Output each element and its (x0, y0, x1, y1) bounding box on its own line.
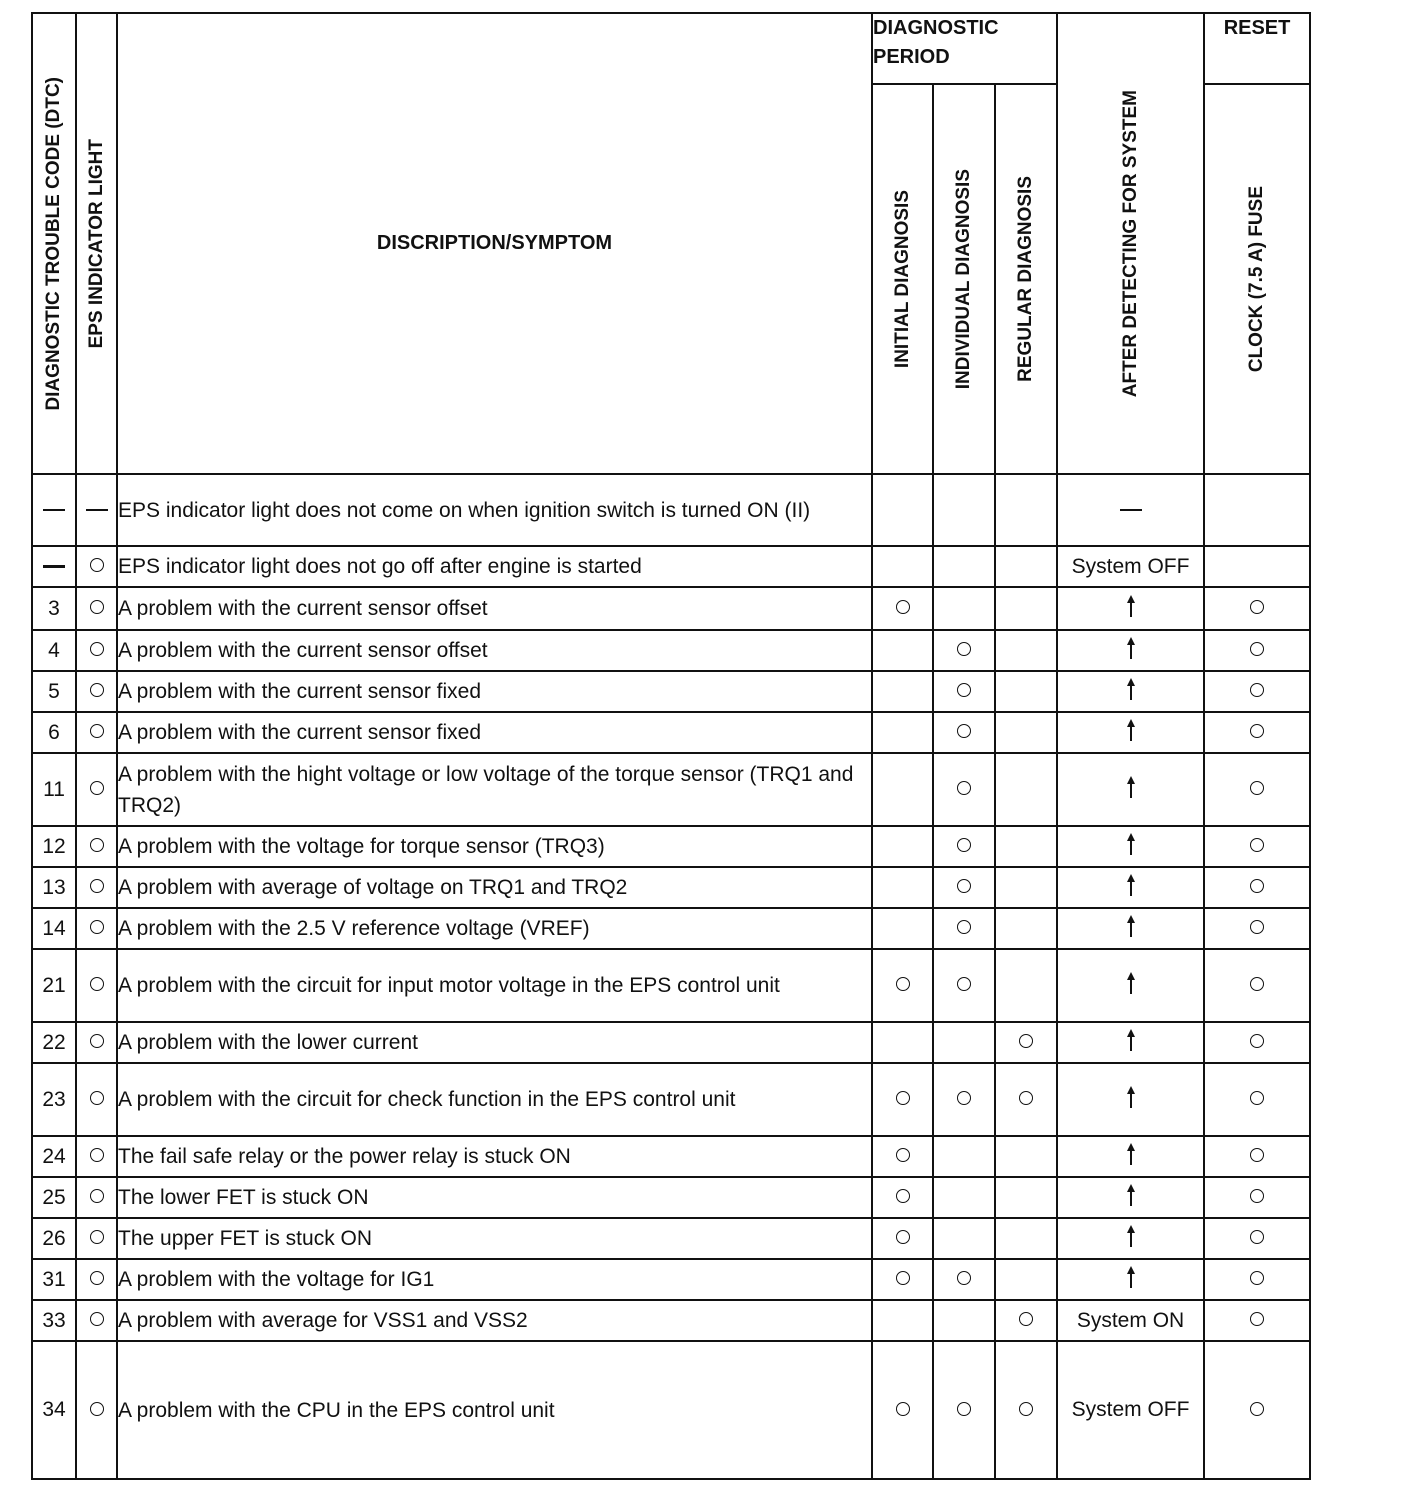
clock-fuse-cell (1204, 1022, 1310, 1063)
clock-fuse-cell (1204, 1063, 1310, 1136)
circle-mark-icon (896, 600, 910, 614)
initial-diagnosis-cell (872, 753, 933, 826)
circle-mark-icon (1250, 683, 1264, 697)
circle-mark-icon (90, 600, 104, 614)
up-arrow-icon (1127, 719, 1135, 741)
circle-mark-icon (1250, 1312, 1264, 1326)
table-row (32, 587, 1310, 630)
clock-fuse-cell (1204, 1177, 1310, 1218)
circle-mark-icon (1019, 1091, 1033, 1105)
description-cell: A problem with the lower current (117, 1022, 872, 1063)
circle-mark-icon (90, 642, 104, 656)
initial-diagnosis-cell (872, 546, 933, 587)
circle-mark-icon (1250, 1402, 1264, 1416)
circle-mark-icon (957, 1091, 971, 1105)
dtc-code-cell: 31 (32, 1259, 76, 1300)
clock-fuse-cell (1204, 753, 1310, 826)
initial-diagnosis-cell (872, 949, 933, 1022)
dash-mark (86, 509, 108, 511)
dash-mark (1120, 509, 1142, 511)
initial-diagnosis-cell (872, 474, 933, 546)
after-detecting-cell (1057, 949, 1204, 1022)
individual-diagnosis-cell (933, 1259, 995, 1300)
circle-mark-icon (1019, 1402, 1033, 1416)
circle-mark-icon (1019, 1312, 1033, 1326)
circle-mark-icon (957, 920, 971, 934)
description-cell: The fail safe relay or the power relay is stuck ON (117, 1136, 872, 1177)
after-detecting-cell (1057, 546, 1204, 587)
dtc-code-cell: 13 (32, 867, 76, 908)
circle-mark-icon (90, 558, 104, 572)
circle-mark-icon (90, 1271, 104, 1285)
initial-diagnosis-cell (872, 1063, 933, 1136)
individual-diagnosis-header: INDIVIDUAL DIAGNOSIS (933, 84, 995, 474)
eps-light-cell (76, 1300, 117, 1341)
circle-mark-icon (957, 1271, 971, 1285)
initial-diagnosis-cell (872, 1022, 933, 1063)
dtc-code-cell: 6 (32, 712, 76, 753)
individual-diagnosis-cell (933, 671, 995, 712)
eps-light-cell (76, 826, 117, 867)
clock-fuse-cell (1204, 1341, 1310, 1479)
table-row (32, 474, 1310, 546)
eps-light-cell (76, 671, 117, 712)
up-arrow-icon (1127, 915, 1135, 937)
individual-diagnosis-cell (933, 1022, 995, 1063)
dtc-code-cell: 4 (32, 630, 76, 671)
regular-diagnosis-header: REGULAR DIAGNOSIS (995, 84, 1057, 474)
after-detecting-cell (1057, 1136, 1204, 1177)
dtc-code-cell: 33 (32, 1300, 76, 1341)
description-cell: A problem with average of voltage on TRQ1 and TRQ2 (117, 867, 872, 908)
up-arrow-icon (1127, 1266, 1135, 1288)
dtc-code-cell: 22 (32, 1022, 76, 1063)
up-arrow-icon (1127, 874, 1135, 896)
circle-mark-icon (1250, 838, 1264, 852)
circle-mark-icon (90, 781, 104, 795)
regular-diagnosis-cell (995, 1300, 1057, 1341)
dtc-code-cell: 5 (32, 671, 76, 712)
circle-mark-icon (896, 1271, 910, 1285)
circle-mark-icon (896, 977, 910, 991)
circle-mark-icon (1250, 1091, 1264, 1105)
dtc-table (31, 12, 1311, 1480)
circle-mark-icon (90, 724, 104, 738)
table-row (32, 630, 1310, 671)
up-arrow-icon (1127, 678, 1135, 700)
dtc-code-cell (32, 474, 76, 546)
diagnostic-period-header: DIAGNOSTIC PERIOD (872, 13, 1057, 84)
individual-diagnosis-cell (933, 546, 995, 587)
circle-mark-icon (90, 838, 104, 852)
circle-mark-icon (896, 1189, 910, 1203)
after-detecting-cell (1057, 1300, 1204, 1341)
circle-mark-icon (90, 977, 104, 991)
eps-light-cell (76, 712, 117, 753)
dtc-code-cell: 21 (32, 949, 76, 1022)
regular-diagnosis-cell (995, 753, 1057, 826)
circle-mark-icon (1019, 1034, 1033, 1048)
clock-fuse-cell (1204, 1259, 1310, 1300)
description-cell: A problem with the circuit for check function in the EPS control unit (117, 1063, 872, 1136)
initial-diagnosis-cell (872, 1341, 933, 1479)
initial-diagnosis-header: INITIAL DIAGNOSIS (872, 84, 933, 474)
clock-fuse-cell (1204, 1300, 1310, 1341)
dtc-code-cell: 14 (32, 908, 76, 949)
circle-mark-icon (1250, 1271, 1264, 1285)
dtc-code-cell: 3 (32, 587, 76, 630)
circle-mark-icon (957, 724, 971, 738)
regular-diagnosis-cell (995, 1259, 1057, 1300)
table-row (32, 949, 1310, 1022)
initial-diagnosis-cell (872, 1300, 933, 1341)
individual-diagnosis-cell (933, 1136, 995, 1177)
initial-diagnosis-cell (872, 671, 933, 712)
dtc-code-cell: 25 (32, 1177, 76, 1218)
regular-diagnosis-cell (995, 474, 1057, 546)
up-arrow-icon (1127, 1184, 1135, 1206)
individual-diagnosis-cell (933, 867, 995, 908)
table-row (32, 1063, 1310, 1136)
clock-fuse-cell (1204, 712, 1310, 753)
dash-mark (43, 565, 65, 568)
up-arrow-icon (1127, 595, 1135, 617)
eps-light-cell (76, 867, 117, 908)
after-detecting-cell (1057, 630, 1204, 671)
dtc-code-cell: 23 (32, 1063, 76, 1136)
after-detecting-cell (1057, 1218, 1204, 1259)
circle-mark-icon (90, 1091, 104, 1105)
after-detecting-cell (1057, 826, 1204, 867)
clock-fuse-cell (1204, 1136, 1310, 1177)
dtc-column-header: DIAGNOSTIC TROUBLE CODE (DTC) (32, 13, 76, 474)
individual-diagnosis-cell (933, 753, 995, 826)
dash-mark (43, 509, 65, 511)
circle-mark-icon (90, 879, 104, 893)
table-row (32, 753, 1310, 826)
individual-diagnosis-cell (933, 1341, 995, 1479)
initial-diagnosis-cell (872, 867, 933, 908)
circle-mark-icon (957, 977, 971, 991)
description-cell: A problem with the current sensor offset (117, 630, 872, 671)
circle-mark-icon (1250, 781, 1264, 795)
individual-diagnosis-cell (933, 908, 995, 949)
description-cell: A problem with the 2.5 V reference voltage (VREF) (117, 908, 872, 949)
circle-mark-icon (1250, 1034, 1264, 1048)
individual-diagnosis-cell (933, 1300, 995, 1341)
table-row (32, 712, 1310, 753)
regular-diagnosis-cell (995, 712, 1057, 753)
table-row (32, 671, 1310, 712)
circle-mark-icon (1250, 600, 1264, 614)
clock-fuse-cell (1204, 1218, 1310, 1259)
circle-mark-icon (957, 879, 971, 893)
circle-mark-icon (957, 642, 971, 656)
clock-fuse-cell (1204, 826, 1310, 867)
after-detecting-cell (1057, 1177, 1204, 1218)
eps-light-cell (76, 908, 117, 949)
regular-diagnosis-cell (995, 546, 1057, 587)
eps-light-cell (76, 630, 117, 671)
up-arrow-icon (1127, 1029, 1135, 1051)
individual-diagnosis-cell (933, 1218, 995, 1259)
description-cell: A problem with the voltage for torque sensor (TRQ3) (117, 826, 872, 867)
circle-mark-icon (896, 1402, 910, 1416)
after-detecting-cell (1057, 753, 1204, 826)
individual-diagnosis-cell (933, 949, 995, 1022)
eps-light-cell (76, 1177, 117, 1218)
regular-diagnosis-cell (995, 630, 1057, 671)
initial-diagnosis-cell (872, 826, 933, 867)
individual-diagnosis-cell (933, 712, 995, 753)
circle-mark-icon (957, 781, 971, 795)
circle-mark-icon (1250, 920, 1264, 934)
individual-diagnosis-cell (933, 826, 995, 867)
individual-diagnosis-cell (933, 1177, 995, 1218)
table-row (32, 1136, 1310, 1177)
description-cell: The upper FET is stuck ON (117, 1218, 872, 1259)
table-row (32, 1022, 1310, 1063)
description-cell: A problem with the current sensor offset (117, 587, 872, 630)
regular-diagnosis-cell (995, 826, 1057, 867)
circle-mark-icon (90, 1312, 104, 1326)
table-row (32, 1300, 1310, 1341)
clock-fuse-cell (1204, 546, 1310, 587)
table-row (32, 1341, 1310, 1479)
eps-light-cell (76, 1218, 117, 1259)
regular-diagnosis-cell (995, 671, 1057, 712)
clock-fuse-cell (1204, 587, 1310, 630)
circle-mark-icon (1250, 1148, 1264, 1162)
up-arrow-icon (1127, 1225, 1135, 1247)
circle-mark-icon (896, 1091, 910, 1105)
eps-light-cell (76, 587, 117, 630)
eps-light-cell (76, 474, 117, 546)
circle-mark-icon (90, 683, 104, 697)
table-row (32, 867, 1310, 908)
eps-light-cell (76, 1259, 117, 1300)
individual-diagnosis-cell (933, 630, 995, 671)
description-cell: The lower FET is stuck ON (117, 1177, 872, 1218)
regular-diagnosis-cell (995, 1136, 1057, 1177)
regular-diagnosis-cell (995, 1177, 1057, 1218)
table-row (32, 1259, 1310, 1300)
description-cell: A problem with the voltage for IG1 (117, 1259, 872, 1300)
initial-diagnosis-cell (872, 712, 933, 753)
cell-text: System ON (1076, 1308, 1185, 1332)
table-row (32, 546, 1310, 587)
eps-light-cell (76, 1063, 117, 1136)
regular-diagnosis-cell (995, 908, 1057, 949)
description-cell: EPS indicator light does not come on when ignition switch is turned ON (II) (117, 474, 872, 546)
circle-mark-icon (90, 1034, 104, 1048)
dtc-table-body (32, 474, 1310, 1479)
dtc-code-cell: 24 (32, 1136, 76, 1177)
after-detecting-cell (1057, 474, 1204, 546)
description-column-header: DISCRIPTION/SYMPTOM (117, 13, 872, 474)
circle-mark-icon (90, 1189, 104, 1203)
after-detecting-cell (1057, 1022, 1204, 1063)
clock-fuse-cell (1204, 671, 1310, 712)
up-arrow-icon (1127, 833, 1135, 855)
clock-fuse-header: CLOCK (7.5 A) FUSE (1204, 84, 1310, 474)
regular-diagnosis-cell (995, 867, 1057, 908)
table-row (32, 1218, 1310, 1259)
clock-fuse-cell (1204, 949, 1310, 1022)
dtc-code-cell (32, 546, 76, 587)
after-detecting-cell (1057, 1259, 1204, 1300)
clock-fuse-cell (1204, 630, 1310, 671)
dtc-code-cell: 26 (32, 1218, 76, 1259)
circle-mark-icon (1250, 642, 1264, 656)
eps-light-cell (76, 753, 117, 826)
description-cell: A problem with the CPU in the EPS control unit (117, 1341, 872, 1479)
circle-mark-icon (957, 1402, 971, 1416)
circle-mark-icon (957, 838, 971, 852)
initial-diagnosis-cell (872, 1136, 933, 1177)
initial-diagnosis-cell (872, 587, 933, 630)
dtc-code-cell: 11 (32, 753, 76, 826)
regular-diagnosis-cell (995, 1022, 1057, 1063)
individual-diagnosis-cell (933, 587, 995, 630)
up-arrow-icon (1127, 972, 1135, 994)
circle-mark-icon (896, 1148, 910, 1162)
circle-mark-icon (90, 920, 104, 934)
up-arrow-icon (1127, 1086, 1135, 1108)
after-detecting-cell (1057, 671, 1204, 712)
after-detecting-cell (1057, 867, 1204, 908)
regular-diagnosis-cell (995, 949, 1057, 1022)
table-row (32, 826, 1310, 867)
cell-text: System OFF (1071, 554, 1190, 578)
clock-fuse-cell (1204, 474, 1310, 546)
after-detecting-cell (1057, 712, 1204, 753)
circle-mark-icon (1250, 879, 1264, 893)
circle-mark-icon (1250, 977, 1264, 991)
eps-light-cell (76, 1022, 117, 1063)
circle-mark-icon (90, 1402, 104, 1416)
eps-light-cell (76, 949, 117, 1022)
up-arrow-icon (1127, 776, 1135, 798)
circle-mark-icon (957, 683, 971, 697)
initial-diagnosis-cell (872, 1177, 933, 1218)
table-row (32, 908, 1310, 949)
regular-diagnosis-cell (995, 1218, 1057, 1259)
description-cell: A problem with the circuit for input motor voltage in the EPS control unit (117, 949, 872, 1022)
description-cell: A problem with the current sensor fixed (117, 671, 872, 712)
up-arrow-icon (1127, 637, 1135, 659)
circle-mark-icon (90, 1148, 104, 1162)
description-cell: EPS indicator light does not go off after engine is started (117, 546, 872, 587)
regular-diagnosis-cell (995, 1063, 1057, 1136)
after-detecting-cell (1057, 1063, 1204, 1136)
after-detecting-column-header: AFTER DETECTING FOR SYSTEM (1057, 13, 1204, 474)
after-detecting-cell (1057, 587, 1204, 630)
cell-text: System OFF (1071, 1398, 1190, 1421)
individual-diagnosis-cell (933, 474, 995, 546)
initial-diagnosis-cell (872, 908, 933, 949)
after-detecting-cell (1057, 1341, 1204, 1479)
description-cell: A problem with the hight voltage or low voltage of the torque sensor (TRQ1 and TRQ2) (117, 753, 872, 826)
individual-diagnosis-cell (933, 1063, 995, 1136)
description-cell: A problem with the current sensor fixed (117, 712, 872, 753)
eps-light-cell (76, 1341, 117, 1479)
eps-light-cell (76, 546, 117, 587)
circle-mark-icon (90, 1230, 104, 1244)
clock-fuse-cell (1204, 867, 1310, 908)
initial-diagnosis-cell (872, 1218, 933, 1259)
dtc-code-cell: 12 (32, 826, 76, 867)
initial-diagnosis-cell (872, 630, 933, 671)
up-arrow-icon (1127, 1143, 1135, 1165)
circle-mark-icon (896, 1230, 910, 1244)
description-cell: A problem with average for VSS1 and VSS2 (117, 1300, 872, 1341)
eps-light-cell (76, 1136, 117, 1177)
eps-light-column-header: EPS INDICATOR LIGHT (76, 13, 117, 474)
circle-mark-icon (1250, 724, 1264, 738)
after-detecting-cell (1057, 908, 1204, 949)
regular-diagnosis-cell (995, 1341, 1057, 1479)
table-row (32, 1177, 1310, 1218)
dtc-code-cell: 34 (32, 1341, 76, 1479)
circle-mark-icon (1250, 1230, 1264, 1244)
circle-mark-icon (1250, 1189, 1264, 1203)
regular-diagnosis-cell (995, 587, 1057, 630)
initial-diagnosis-cell (872, 1259, 933, 1300)
clock-fuse-cell (1204, 908, 1310, 949)
reset-header: RESET (1204, 13, 1310, 84)
